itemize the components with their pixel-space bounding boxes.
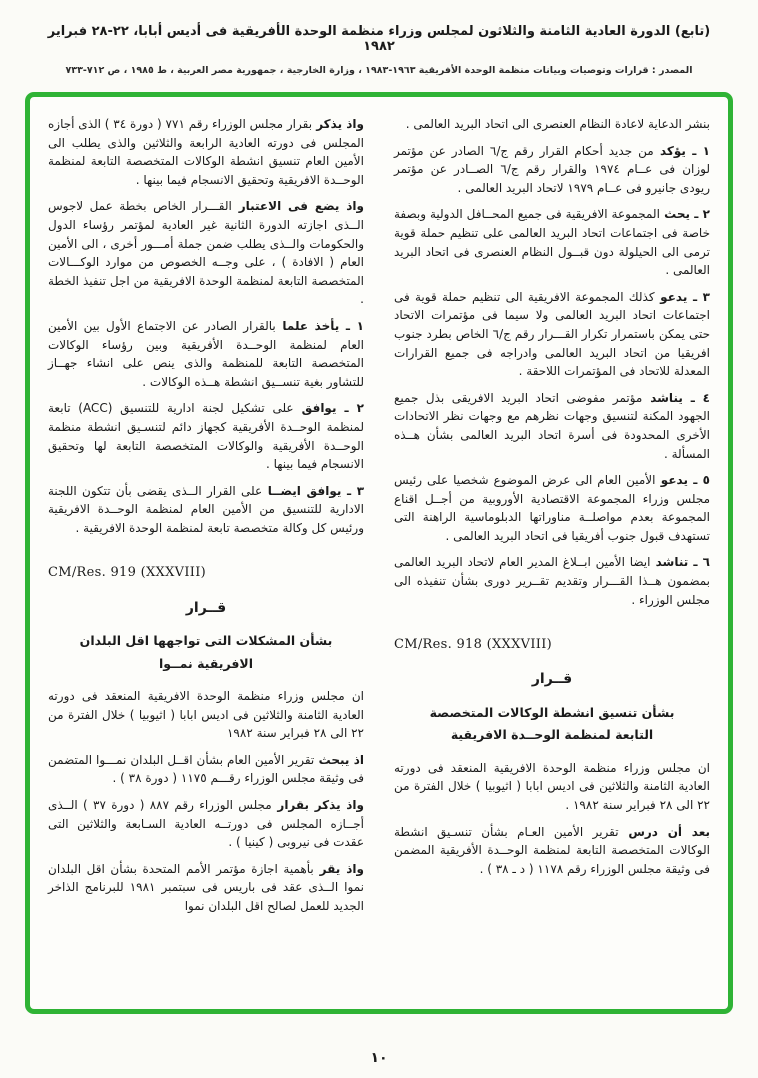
paragraph: واذ يضع فى الاعتبار القـــرار الخاص بخطة عمل لاجوس الــذى اجازته الدورة الثانية غير العادية لمؤتمر رؤساء الدول والحكومات والــذى يطلب ضمن جملة أمـــور أخرى ، الى الأمين العام ( الافادة ) ، على وجــه الخصوص من موارد الوكـــالات المتخصصة التابعة لمنظمة الوحدة الافريقية من اجل تنفيذ الخطة . [48,199,364,307]
paragraph: ٦ ـ تناشد ايضا الأمين ابــلاغ المدير العام لاتحاد البريد العالمى بمضمون هــذا القـــرار وتقديم تقــرير دورى بشأن تنفيذه الى مجلس الوزراء . [394,555,710,607]
paragraph: اذ يبحث تقرير الأمين العام بشأن اقــل البلدان نمـــوا المتضمن فى وثيقة مجلس الوزراء رقـــم ١١٧٥ ( دورة ٣٨ ) . [48,752,364,786]
paragraph: قــرار [531,671,573,688]
paragraph: بشأن المشكلات التى تواجهها اقل البلدان [79,633,333,649]
paragraph: ٣ ـ يوافق ايضــا على القرار الــذى يقضى بأن تتكون اللجنة الادارية للتنسيق من الأمين العام لمنظمة الوحــدة الافريقية ورئيس كل وكالة متخصصة تابعة لمنظمة الوحدة الافريقية . [48,483,365,535]
paragraph: ١ ـ يأخذ علما بالقرار الصادر عن الاجتماع الأول بين الأمين العام لمنظمة الوحــدة الأفريقية وبين رؤساء الوكالات المتخصصة التابعة للمنظمة والذى ينص على انشاء جهــاز للتشاور بغية تنســيق انشطة هــذه الوكالات . [48,318,364,389]
header-source-citation: المصدر : قرارات وتوصيات وبيانات منظمة الوحدة الأفريقية ١٩٦٣-١٩٨٣ ، وزارة الخارجية ، جمهورية مصر العربية ، ط ١٩٨٥ ، ص ٧١٢-٧٣٣ [65,65,693,76]
paragraph: بعد أن درس تقرير الأمين العـام بشأن تنسـيق انشطة الوكالات المتخصصة التابعة لمنظمة الوحــدة الأفريقية المضمن فى وثيقة مجلس الوزراء رقم ١١٧٨ ( د ـ ٣٨ ) . [394,824,710,876]
column-left [48,115,364,999]
paragraph: بنشر الدعاية لاعادة النظام العنصرى الى اتحاد البريد العالمى . [405,117,710,131]
paragraph: CM/Res. 918 (XXXVIII) [394,637,553,653]
paragraph: التابعة لمنظمة الوحــدة الافريقية [450,727,654,743]
column-right [394,115,710,999]
paragraph: واذ يقر بأهمية اجازة مؤتمر الأمم المتحدة بشأن اقل البلدان نموا الــذى عقد فى باريس فى سبتمبر ١٩٨١ للبرنامج الذاخر الجديد للعمل لصالح اقل البلدان نموا [48,861,364,913]
header-session-title: (تابع) الدورة العادية الثامنة والثلاثون لمجلس وزراء منظمة الوحدة الأفريقية فى أديس أبابا، ٢٢-٢٨ فبراير ١٩٨٢ [47,24,711,54]
paragraph: ٤ ـ يناشد مؤتمر مفوضى اتحاد البريد الافريقى بذل جميع الجهود المكنة لتنسيق وجهات نظرهم مع وجهات نظر الاتحادات الأخرى المحدودة فى أسرة اتحاد البريد العالمى بشأن هــذه المسألة . [394,390,710,461]
page-header [0,0,758,76]
paragraph: الافريقية نمــوا [158,655,254,671]
paragraph: بشأن تنسيق انشطة الوكالات المتخصصة [429,705,675,721]
page-number: ١٠ [370,1050,388,1066]
paragraph: ٢ ـ يحث المجموعة الافريقية فى جميع المحــافل الدولية وبصفة خاصة فى اجتماعات اتحاد البريد العالمى على تنظيم حملة قوية ترمى الى الحيلولة دون قبــول النظام العنصرى فى اتحاد البريد العالمى . [394,207,710,278]
paragraph: ١ ـ يؤكد من جديد أحكام القرار رقم ج/٦ الصادر عن مؤتمر لوزان فى عــام ١٩٧٤ والقرار رقم ج/٦ الصــادر عن مؤتمر ريودى جانيرو فى عــام ١٩٧٩ لاتحاد البريد العالمى . [394,143,710,195]
paragraph: واذ يذكر بقرار مجلس الوزراء رقم ٧٧١ ( دورة ٣٤ ) الذى أجازه المجلس فى دورته العادية الرابعة والثلاثين والذى يطلب الى الأمين العام تنسيق انشطة الوكالات المتخصصة التابعة لمنظمة الوحــدة الافريقية وتحقيق الانسجام فيما بينها . [48,117,364,187]
paragraph: واذ يذكر بقرار مجلس الوزراء رقم ٨٨٧ ( دورة ٣٧ ) الــذى أجــازه المجلس فى دورتــه العادية السـابعة والثلاثين التى عقدت فى نيروبى ( كينيا ) . [48,798,364,850]
paragraph: ٥ ـ يدعو الأمين العام الى عرض الموضوع شخصيا على رئيس مجلس وزراء المجموعة الاقتصادية الأوروبية من أجــل اقناع المجموعة بعدم مواصلــة مناوراتها الدبلوماسية الراهنة التى تستهدف قبول جنوب أفريقيا فى اتحاد البريد العالمى . [394,473,710,543]
paragraph: CM/Res. 919 (XXXVIII) [48,565,207,581]
paragraph: ان مجلس وزراء منظمة الوحدة الافريقية المنعقد فى دورته العادية الثامنة والثلاثين فى اديس ابابا ( اثيوبيا ) خلال الفترة من ٢٢ الى ٢٨ فبراير سنة ١٩٨٢ . [394,760,710,813]
paragraph: ٣ ـ يدعو كذلك المجموعة الافريقية الى تنظيم حملة قوية فى اجتماعات اتحاد البريد العالمى ولا سيما فى مؤتمرات الاتحاد حتى يمكن باستمرار تكرار القـــرار رقم ج/٦ الخاص بطرد جنوب افريقيا من اتحاد البريد العالمى وادراجه فى جميع القرارات المعدلة للاتحاد فى المؤتمرات اللاحقة . [394,289,710,379]
two-column-layout [48,115,710,999]
paragraph: قــرار [185,599,227,616]
content-frame [25,92,733,1014]
paragraph: ٢ ـ يوافق على تشكيل لجنة ادارية للتنسيق (ACC) تابعة لمنظمة الوحــدة الأفريقية كجهاز دائم لتنسـيق انشطة منظمة الوحــدة الأفريقية والوكالات المتخصصة التابعة لها وتحقيق الانسجام فيما بينها . [48,401,364,472]
paragraph: ان مجلس وزراء منظمة الوحدة الافريقية المنعقد فى دورته العادية الثامنة والثلاثين فى اديس ابابا ( اثيوبيا ) خلال الفترة من ٢٢ الى ٢٨ فبراير سنة ١٩٨٢ [48,689,364,741]
page-footer [0,1050,758,1066]
